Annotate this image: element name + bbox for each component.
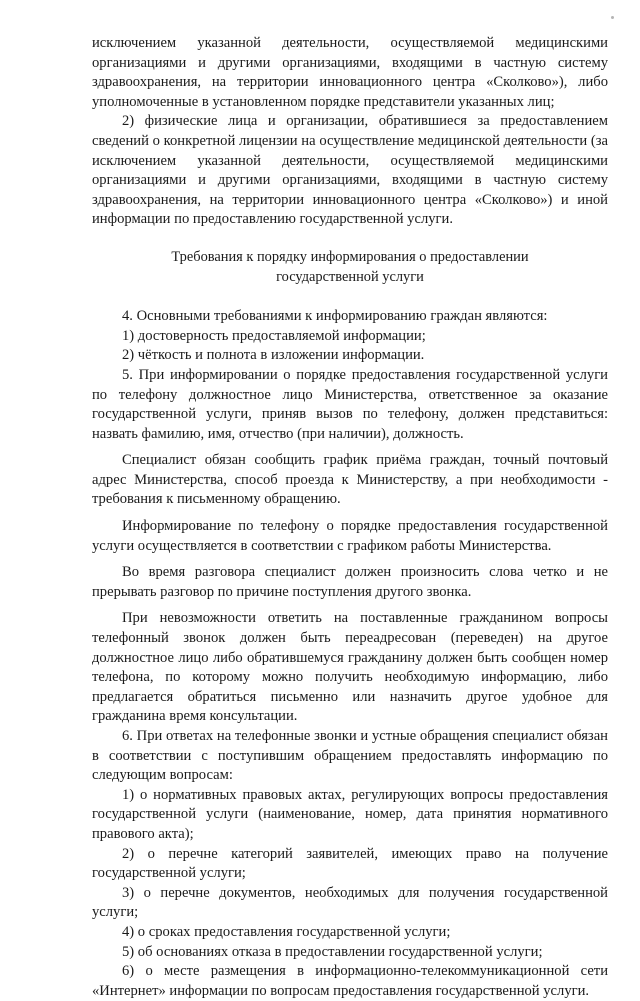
paragraph-redirect: При невозможности ответить на поставленные гражданином вопросы телефонный звонок должен быть переадресован (переведен) на другое должностное лицо либо обратившемуся гражданину должен быть сообщен номер телефона, по которому можно получить необходимую информацию, либо предлагается обратиться письменно или назначить другое удобное для гражданина время консультации.: [92, 610, 608, 725]
list-item-applicant-categories: 2) о перечне категорий заявителей, имеющих право на получение государственной услуги;: [92, 845, 608, 882]
paragraph-continuation: исключением указанной деятельности, осуществляемой медицинскими организациями и другими организациями, входящими в частную систему здравоохранения, на территории инновационного центра «Сколково»), либо уполномоченные в установленном порядке представители указанных лиц;: [92, 35, 608, 110]
list-item-refusal-grounds: 5) об основаниях отказа в предоставлении государственной услуги;: [122, 943, 543, 960]
paragraph-phone-schedule: Информирование по телефону о порядке предоставления государственной услуги осуществляется в соответствии с графиком работы Министерства.: [92, 518, 608, 554]
paragraph-phone-informing: 5. При информировании о порядке предоставления государственной услуги по телефону должностное лицо Министерства, ответственное за оказание государственной услуги, приняв вызов по телефону, должен представиться: назвать фамилию, имя, отчество (при наличии), должность.: [92, 366, 608, 442]
paragraph-item-2: 2) физические лица и организации, обратившиеся за предоставлением сведений о конкретной лицензии на осуществление медицинской деятельности (за исключением указанной деятельности, осуществляемой медицинскими организациями и другими организациями, входящими в частную систему здравоохранения, на территории инновационного центра «Сколково») и иной информации по предоставлению государственной услуги.: [92, 113, 608, 228]
section-heading: [92, 248, 608, 287]
scan-speck: [611, 16, 614, 19]
section-heading-line-1: Требования к порядку информирования о предоставлении: [171, 248, 529, 265]
paragraph-answers-intro: 6. При ответах на телефонные звонки и устные обращения специалист обязан в соответствии с поступившим обращением предоставлять информацию по следующим вопросам:: [92, 728, 608, 784]
list-item-documents: 3) о перечне документов, необходимых для получения государственной услуги;: [92, 884, 608, 921]
list-item-clarity: 2) чёткость и полнота в изложении информации.: [122, 347, 425, 364]
document-page: [92, 34, 608, 1001]
paragraph-conversation: Во время разговора специалист должен произносить слова четко и не прерывать разговор по причине поступления другого звонка.: [92, 564, 608, 600]
list-item-reliability: 1) достоверность предоставляемой информации;: [122, 327, 426, 344]
paragraph-specialist-duty: Специалист обязан сообщить график приёма граждан, точный почтовый адрес Министерства, способ проезда к Министерству, а при необходимости - требования к письменному обращению.: [92, 452, 608, 508]
list-item-legal-acts: 1) о нормативных правовых актах, регулирующих вопросы предоставления государственной услуги (наименование, номер, дата принятия нормативного правового акта);: [92, 786, 608, 842]
list-item-internet-info: 6) о месте размещения в информационно-телекоммуникационной сети «Интернет» информации по вопросам предоставления государственной услуги.: [92, 963, 608, 999]
list-item-deadlines: 4) о сроках предоставления государственной услуги;: [122, 923, 451, 940]
paragraph-requirements-intro: 4. Основными требованиями к информированию граждан являются:: [122, 308, 548, 325]
section-heading-line-2: государственной услуги: [276, 268, 424, 285]
